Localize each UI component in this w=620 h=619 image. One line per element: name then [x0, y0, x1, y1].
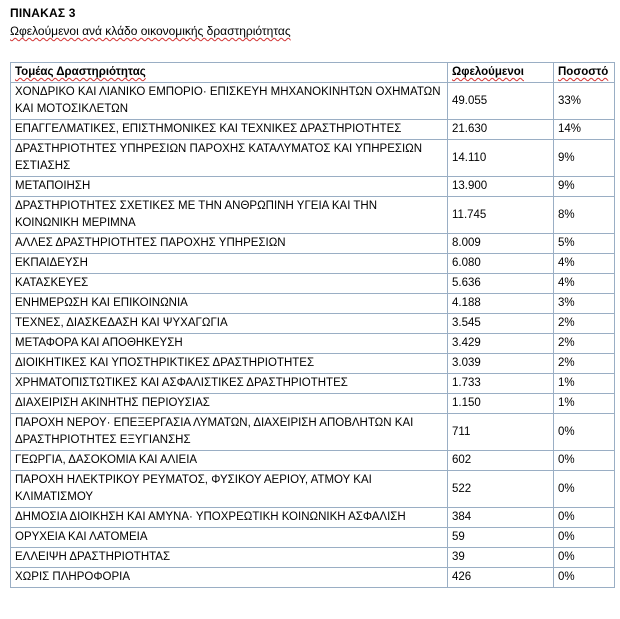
table-row [11, 314, 615, 334]
sector-cell: ΧΡΗΜΑΤΟΠΙΣΤΩΤΙΚΕΣ ΚΑΙ ΑΣΦΑΛΙΣΤΙΚΕΣ ΔΡΑΣΤΗΡΙΟΤΗΤΕΣ [11, 374, 448, 394]
table-row [11, 394, 615, 414]
sector-cell: ΓΕΩΡΓΙΑ, ΔΑΣΟΚΟΜΙΑ ΚΑΙ ΑΛΙΕΙΑ [11, 451, 448, 471]
beneficiaries-cell: 6.080 [448, 254, 554, 274]
percentage-cell: 0% [554, 548, 615, 568]
table-row [11, 83, 615, 120]
column-header-beneficiaries: Ωφελούμενοι [448, 63, 554, 83]
sector-cell: ΔΙΑΧΕΙΡΙΣΗ ΑΚΙΝΗΤΗΣ ΠΕΡΙΟΥΣΙΑΣ [11, 394, 448, 414]
table-header-row [11, 63, 615, 83]
sector-cell: ΤΕΧΝΕΣ, ΔΙΑΣΚΕΔΑΣΗ ΚΑΙ ΨΥΧΑΓΩΓΙΑ [11, 314, 448, 334]
percentage-cell: 0% [554, 451, 615, 471]
sector-cell: ΑΛΛΕΣ ΔΡΑΣΤΗΡΙΟΤΗΤΕΣ ΠΑΡΟΧΗΣ ΥΠΗΡΕΣΙΩΝ [11, 234, 448, 254]
beneficiaries-cell: 13.900 [448, 177, 554, 197]
percentage-cell: 4% [554, 274, 615, 294]
beneficiaries-cell: 426 [448, 568, 554, 588]
sector-cell: ΔΗΜΟΣΙΑ ΔΙΟΙΚΗΣΗ ΚΑΙ ΑΜΥΝΑ· ΥΠΟΧΡΕΩΤΙΚΗ ΚΟΙΝΩΝΙΚΗ ΑΣΦΑΛΙΣΗ [11, 508, 448, 528]
sector-cell: ΧΟΝΔΡΙΚΟ ΚΑΙ ΛΙΑΝΙΚΟ ΕΜΠΟΡΙΟ· ΕΠΙΣΚΕΥΗ ΜΗΧΑΝΟΚΙΝΗΤΩΝ ΟΧΗΜΑΤΩΝ ΚΑΙ ΜΟΤΟΣΙΚΛΕΤΩΝ [11, 83, 448, 120]
table-heading: ΠΙΝΑΚΑΣ 3 [10, 6, 76, 20]
table-row [11, 471, 615, 508]
sector-cell: ΔΡΑΣΤΗΡΙΟΤΗΤΕΣ ΥΠΗΡΕΣΙΩΝ ΠΑΡΟΧΗΣ ΚΑΤΑΛΥΜΑΤΟΣ ΚΑΙ ΥΠΗΡΕΣΙΩΝ ΕΣΤΙΑΣΗΣ [11, 140, 448, 177]
beneficiaries-cell: 3.039 [448, 354, 554, 374]
percentage-cell: 0% [554, 508, 615, 528]
table-row [11, 354, 615, 374]
beneficiaries-cell: 1.733 [448, 374, 554, 394]
beneficiaries-cell: 1.150 [448, 394, 554, 414]
percentage-cell: 1% [554, 394, 615, 414]
sector-cell: ΕΚΠΑΙΔΕΥΣΗ [11, 254, 448, 274]
table-row [11, 234, 615, 254]
beneficiaries-cell: 522 [448, 471, 554, 508]
table-row [11, 508, 615, 528]
table-row [11, 451, 615, 471]
beneficiaries-cell: 384 [448, 508, 554, 528]
sector-cell: ΠΑΡΟΧΗ ΗΛΕΚΤΡΙΚΟΥ ΡΕΥΜΑΤΟΣ, ΦΥΣΙΚΟΥ ΑΕΡΙΟΥ, ΑΤΜΟΥ ΚΑΙ ΚΛΙΜΑΤΙΣΜΟΥ [11, 471, 448, 508]
table-row [11, 197, 615, 234]
beneficiaries-cell: 8.009 [448, 234, 554, 254]
sector-cell: ΜΕΤΑΦΟΡΑ ΚΑΙ ΑΠΟΘΗΚΕΥΣΗ [11, 334, 448, 354]
table-row [11, 120, 615, 140]
beneficiaries-cell: 39 [448, 548, 554, 568]
percentage-cell: 0% [554, 414, 615, 451]
percentage-cell: 9% [554, 177, 615, 197]
beneficiaries-cell: 3.545 [448, 314, 554, 334]
table-row [11, 528, 615, 548]
sector-cell: ΟΡΥΧΕΙΑ ΚΑΙ ΛΑΤΟΜΕΙΑ [11, 528, 448, 548]
beneficiaries-cell: 711 [448, 414, 554, 451]
percentage-cell: 0% [554, 568, 615, 588]
percentage-cell: 8% [554, 197, 615, 234]
table-subheading: Ωφελούμενοι ανά κλάδο οικονομικής δραστηριότητας [10, 24, 291, 38]
column-header-sector: Τομέας Δραστηριότητας [11, 63, 448, 83]
sector-cell: ΚΑΤΑΣΚΕΥΕΣ [11, 274, 448, 294]
table-row [11, 140, 615, 177]
sector-cell: ΧΩΡΙΣ ΠΛΗΡΟΦΟΡΙΑ [11, 568, 448, 588]
sector-cell: ΕΠΑΓΓΕΛΜΑΤΙΚΕΣ, ΕΠΙΣΤΗΜΟΝΙΚΕΣ ΚΑΙ ΤΕΧΝΙΚΕΣ ΔΡΑΣΤΗΡΙΟΤΗΤΕΣ [11, 120, 448, 140]
percentage-cell: 14% [554, 120, 615, 140]
sector-cell: ΕΝΗΜΕΡΩΣΗ ΚΑΙ ΕΠΙΚΟΙΝΩΝΙΑ [11, 294, 448, 314]
percentage-cell: 33% [554, 83, 615, 120]
percentage-cell: 4% [554, 254, 615, 274]
table-row [11, 254, 615, 274]
table-row [11, 414, 615, 451]
percentage-cell: 3% [554, 294, 615, 314]
table-row [11, 548, 615, 568]
table-row [11, 294, 615, 314]
beneficiaries-cell: 59 [448, 528, 554, 548]
beneficiaries-cell: 21.630 [448, 120, 554, 140]
table-row [11, 274, 615, 294]
sector-cell: ΔΡΑΣΤΗΡΙΟΤΗΤΕΣ ΣΧΕΤΙΚΕΣ ΜΕ ΤΗΝ ΑΝΘΡΩΠΙΝΗ ΥΓΕΙΑ ΚΑΙ ΤΗΝ ΚΟΙΝΩΝΙΚΗ ΜΕΡΙΜΝΑ [11, 197, 448, 234]
percentage-cell: 2% [554, 334, 615, 354]
percentage-cell: 1% [554, 374, 615, 394]
percentage-cell: 0% [554, 528, 615, 548]
sector-cell: ΕΛΛΕΙΨΗ ΔΡΑΣΤΗΡΙΟΤΗΤΑΣ [11, 548, 448, 568]
sector-cell: ΔΙΟΙΚΗΤΙΚΕΣ ΚΑΙ ΥΠΟΣΤΗΡΙΚΤΙΚΕΣ ΔΡΑΣΤΗΡΙΟΤΗΤΕΣ [11, 354, 448, 374]
percentage-cell: 2% [554, 354, 615, 374]
beneficiaries-cell: 49.055 [448, 83, 554, 120]
beneficiaries-cell: 602 [448, 451, 554, 471]
percentage-cell: 0% [554, 471, 615, 508]
table-row [11, 334, 615, 354]
percentage-cell: 2% [554, 314, 615, 334]
beneficiaries-cell: 3.429 [448, 334, 554, 354]
sector-cell: ΜΕΤΑΠΟΙΗΣΗ [11, 177, 448, 197]
beneficiaries-cell: 5.636 [448, 274, 554, 294]
column-header-percentage: Ποσοστό [554, 63, 615, 83]
beneficiaries-table [10, 62, 615, 588]
table-row [11, 177, 615, 197]
beneficiaries-cell: 11.745 [448, 197, 554, 234]
sector-cell: ΠΑΡΟΧΗ ΝΕΡΟΥ· ΕΠΕΞΕΡΓΑΣΙΑ ΛΥΜΑΤΩΝ, ΔΙΑΧΕΙΡΙΣΗ ΑΠΟΒΛΗΤΩΝ ΚΑΙ ΔΡΑΣΤΗΡΙΟΤΗΤΕΣ ΕΞΥΓΙΑΝΣΗΣ [11, 414, 448, 451]
percentage-cell: 9% [554, 140, 615, 177]
table-row [11, 568, 615, 588]
beneficiaries-cell: 14.110 [448, 140, 554, 177]
beneficiaries-cell: 4.188 [448, 294, 554, 314]
table-body [11, 83, 615, 588]
percentage-cell: 5% [554, 234, 615, 254]
table-row [11, 374, 615, 394]
